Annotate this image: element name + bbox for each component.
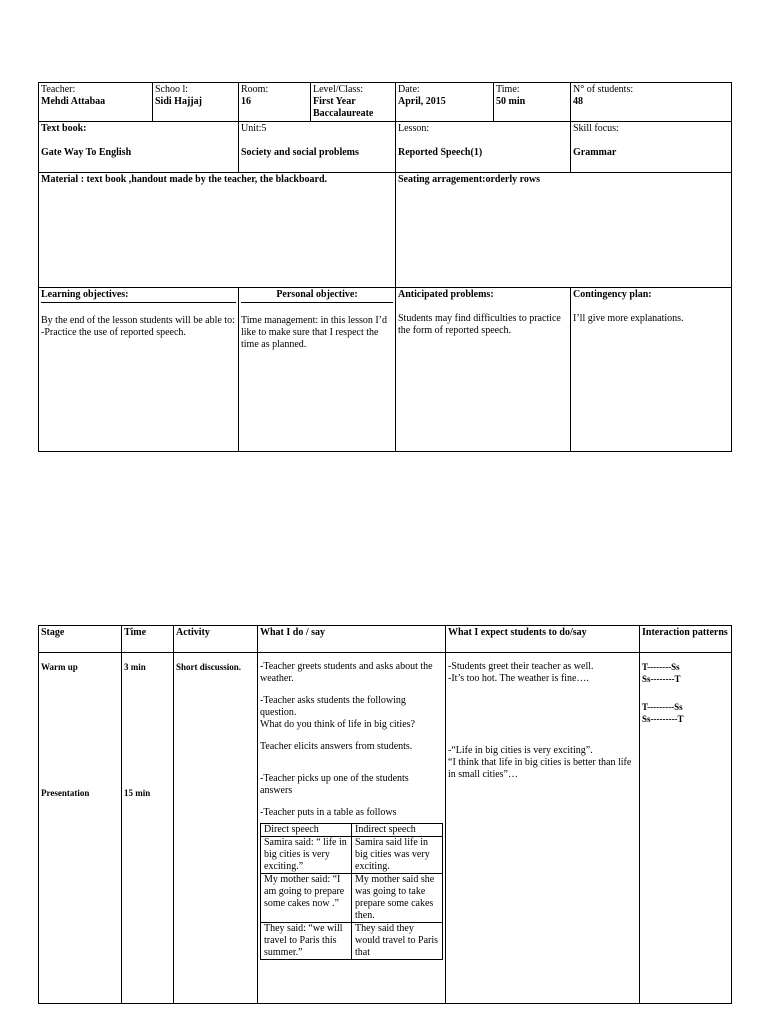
indirect-speech-cell: Samira said life in big cities was very exciting. — [352, 837, 443, 874]
student-line: “I think that life in big cities is better than life in small cities”… — [448, 757, 632, 780]
student-line: -“Life in big cities is very exciting”. — [448, 745, 593, 756]
stage-warmup: Warm up — [41, 662, 78, 672]
lesson-cell — [396, 122, 571, 173]
speech-table-row — [261, 837, 443, 874]
learning-objectives-cell — [39, 288, 239, 452]
skill-value: Grammar — [573, 147, 617, 158]
material-text: Material : text book ,handout made by the teacher, the blackboard. — [41, 174, 328, 185]
unit-label: Unit:5 — [241, 123, 267, 134]
textbook-value: Gate Way To English — [41, 147, 132, 158]
speech-table-row — [261, 874, 443, 923]
stage-header: Stage — [39, 626, 122, 653]
procedure-table — [38, 625, 732, 1004]
personal-objective-label: Personal objective: — [241, 289, 393, 303]
teacher-line: -Teacher asks students the following question. — [260, 695, 406, 718]
teacher-line: -Teacher puts in a table as follows — [260, 807, 397, 818]
procedure-body-row — [39, 653, 732, 1004]
interaction-line: Ss--------T — [642, 674, 681, 684]
material-cell — [39, 173, 396, 288]
skill-label: Skill focus: — [573, 123, 619, 134]
lesson-plan-table — [38, 82, 732, 452]
teacher-actions-cell — [258, 653, 446, 1004]
learning-objectives-label: Learning objectives: — [41, 289, 236, 303]
school-label: Schoo l: — [155, 84, 189, 95]
time-value: 50 min — [496, 96, 526, 107]
speech-table-header — [261, 824, 443, 837]
teacher-header: What I do / say — [258, 626, 446, 653]
teacher-line: What do you think of life in big cities? — [260, 719, 415, 730]
stage-cell — [39, 653, 122, 1004]
teacher-line: -Teacher picks up one of the students answers — [260, 773, 409, 796]
anticipated-problems-text: Students may find difficulties to practice the form of reported speech. — [398, 313, 561, 336]
personal-objective-text: Time management: in this lesson I’d like to make sure that I respect the time as planned. — [241, 315, 388, 350]
lesson-value: Reported Speech(1) — [398, 147, 483, 158]
anticipated-problems-cell — [396, 288, 571, 452]
interaction-line: T--------Ss — [642, 662, 680, 672]
room-cell — [239, 83, 311, 122]
direct-speech-header: Direct speech — [261, 824, 352, 837]
seating-text: Seating arragement:orderly rows — [398, 174, 541, 185]
time-label: Time: — [496, 84, 520, 95]
time-cell — [122, 653, 174, 1004]
teacher-label: Teacher: — [41, 84, 76, 95]
contingency-plan-text: I’ll give more explanations. — [573, 313, 684, 324]
time-header: Time — [122, 626, 174, 653]
interaction-cell — [640, 653, 732, 1004]
student-line: -It’s too hot. The weather is fine…. — [448, 673, 589, 684]
direct-speech-cell: They said: “we will travel to Paris this summer.” — [261, 923, 352, 960]
personal-objective-cell — [239, 288, 396, 452]
direct-speech-cell: Samira said: “ life in big cities is very exciting.” — [261, 837, 352, 874]
activity-warmup: Short discussion. — [176, 662, 242, 672]
level-cell — [311, 83, 396, 122]
textbook-cell — [39, 122, 239, 173]
teacher-name: Mehdi Attabaa — [41, 96, 106, 107]
interaction-line: T---------Ss — [642, 702, 683, 712]
contingency-plan-cell — [571, 288, 732, 452]
procedure-header-row — [39, 626, 732, 653]
interaction-header: Interaction patterns — [640, 626, 732, 653]
textbook-label: Text book: — [41, 123, 87, 134]
room-label: Room: — [241, 84, 269, 95]
level-value: First Year Baccalaureate — [313, 96, 374, 119]
students-header: What I expect students to do/say — [446, 626, 640, 653]
teacher-line: Teacher elicits answers from students. — [260, 741, 413, 752]
students-cell — [571, 83, 732, 122]
skill-cell — [571, 122, 732, 173]
students-label: N° of students: — [573, 84, 634, 95]
seating-cell — [396, 173, 732, 288]
activity-header: Activity — [174, 626, 258, 653]
unit-cell — [239, 122, 396, 173]
anticipated-problems-label: Anticipated problems: — [398, 289, 494, 300]
interaction-line: Ss---------T — [642, 714, 684, 724]
activity-cell — [174, 653, 258, 1004]
time-warmup: 3 min — [124, 662, 146, 672]
room-value: 16 — [241, 96, 251, 107]
school-cell — [153, 83, 239, 122]
indirect-speech-cell: My mother said she was going to take prepare some cakes then. — [352, 874, 443, 923]
student-expectations-cell — [446, 653, 640, 1004]
unit-value: Society and social problems — [241, 147, 359, 158]
speech-table — [260, 823, 443, 960]
time-presentation: 15 min — [124, 788, 151, 798]
direct-speech-cell: My mother said: “I am going to prepare some cakes now .” — [261, 874, 352, 923]
learning-objectives-text: By the end of the lesson students will be able to: — [41, 315, 235, 326]
teacher-line: -Teacher greets students and asks about the weather. — [260, 661, 433, 684]
speech-table-row — [261, 923, 443, 960]
date-cell — [396, 83, 494, 122]
time-cell — [494, 83, 571, 122]
learning-objectives-item: -Practice the use of reported speech. — [41, 327, 186, 338]
date-label: Date: — [398, 84, 420, 95]
indirect-speech-header: Indirect speech — [352, 824, 443, 837]
level-label: Level/Class: — [313, 84, 363, 95]
students-value: 48 — [573, 96, 583, 107]
teacher-cell — [39, 83, 153, 122]
contingency-plan-label: Contingency plan: — [573, 289, 652, 300]
indirect-speech-cell: They said they would travel to Paris that — [352, 923, 443, 960]
student-line: -Students greet their teacher as well. — [448, 661, 594, 672]
stage-presentation: Presentation — [41, 788, 90, 798]
date-value: April, 2015 — [398, 96, 446, 107]
school-name: Sidi Hajjaj — [155, 96, 202, 107]
lesson-label: Lesson: — [398, 123, 430, 134]
